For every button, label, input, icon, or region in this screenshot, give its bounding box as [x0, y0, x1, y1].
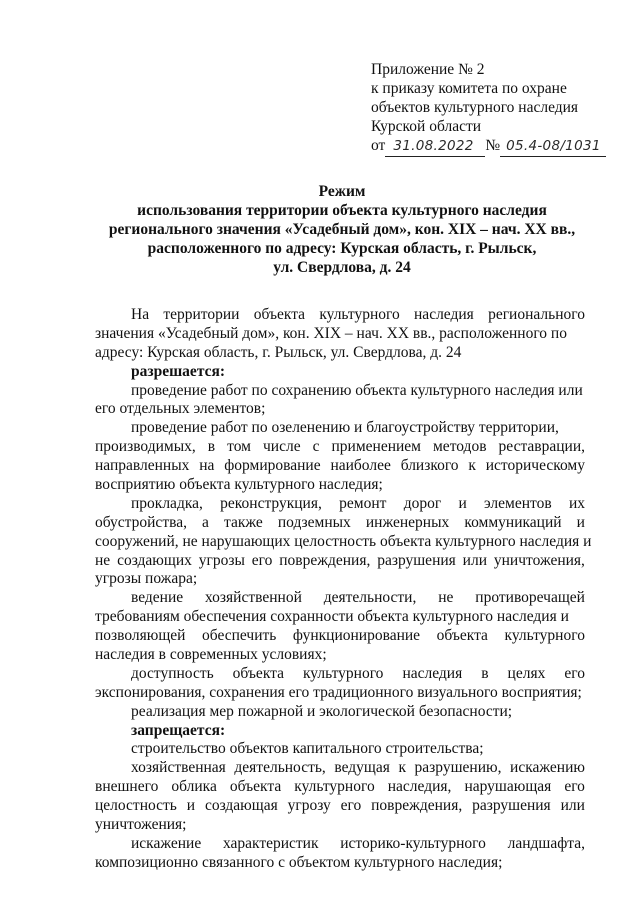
word: подземных [277, 513, 351, 531]
body-line: адресу: Курская область, г. Рыльск, ул. Свердлова, д. 24 [95, 343, 462, 361]
word: целях [507, 664, 546, 682]
body-line: его отдельных элементов; [95, 400, 266, 418]
word: угрозу [287, 797, 331, 815]
body-line [95, 589, 585, 608]
title-line-3: регионального значения «Усадебный дом», кон. XIX – нач. XX вв., [108, 221, 576, 238]
word: к [468, 457, 476, 475]
word: не [95, 551, 111, 569]
word: в [481, 664, 489, 682]
body-line [95, 778, 585, 797]
word: направленных [95, 457, 190, 475]
word: его [564, 664, 585, 682]
word: объекта [436, 627, 488, 645]
document-title [100, 182, 584, 277]
word: разрушению, [414, 759, 502, 777]
word: регионального [488, 306, 585, 323]
body-line: сооружений, не нарушающих целостность объекта культурного наследия и [95, 532, 592, 550]
annex-ot-label: от [371, 137, 386, 154]
title-line-2: использования территории объекта культурного наследия [137, 202, 547, 219]
word: хозяйственная [131, 759, 226, 777]
forbidden-heading: запрещается: [131, 721, 226, 739]
word: реконструкция, [220, 494, 322, 512]
word: его [251, 551, 273, 569]
body-line [95, 514, 585, 533]
body-line: значения «Усадебный дом», кон. XIX – нач. XX вв., расположенного по [95, 324, 567, 342]
word: историческому [485, 457, 585, 475]
annex-line-4: Курской области [371, 118, 482, 135]
word: реставрации, [498, 438, 585, 456]
word: доступность [131, 664, 214, 682]
word: создающая [204, 797, 278, 815]
body-line: проведение работ по сохранению объекта культурного наследия или [131, 381, 583, 399]
word: в [207, 438, 216, 456]
word: или [462, 551, 487, 569]
word: угрозы [198, 551, 245, 569]
title-line-5: ул. Свердлова, д. 24 [273, 259, 411, 276]
word: разрушения [472, 797, 551, 815]
word: с [312, 438, 320, 456]
word: ведущая [334, 759, 390, 777]
body-line: восприятию объекта культурного наследия; [95, 476, 383, 494]
body-line: реализация мер пожарной и экологической безопасности; [131, 702, 513, 720]
body-line: уничтожения; [95, 816, 187, 834]
body-line [95, 495, 585, 514]
word: культурного [294, 778, 375, 796]
annex-date: 31.08.2022 [393, 138, 474, 154]
word: их [568, 494, 585, 512]
annex-line-2: к приказу комитета по охране [371, 80, 567, 97]
word: или [560, 797, 585, 815]
word: прокладка, [131, 494, 203, 512]
body-line: экспонирования, сохранения его традиционного визуального восприятия; [95, 683, 582, 701]
word: к [398, 759, 406, 777]
word: не [438, 589, 454, 607]
body-line [95, 552, 585, 571]
annex-number-sign: № [485, 137, 501, 154]
body-line [95, 627, 585, 646]
word: территории [163, 306, 240, 323]
word: элементов [484, 494, 552, 512]
word: том [227, 438, 251, 456]
word: а [202, 513, 209, 531]
word: характеристик [222, 834, 319, 852]
word: его [340, 797, 362, 815]
word: искажению [510, 759, 585, 777]
word: искажение [131, 834, 202, 852]
word: применением [331, 438, 421, 456]
word: хозяйственной [205, 589, 302, 607]
body-line: наследия в современных условиях; [95, 646, 327, 664]
body-line [95, 759, 585, 778]
body-line: угрозы пожара; [95, 570, 198, 588]
word: ремонт [339, 494, 387, 512]
word: дорог [403, 494, 442, 512]
body-line [95, 797, 585, 816]
word: создающих [117, 551, 192, 569]
word: позволяющей [95, 627, 186, 645]
word: его [564, 778, 585, 796]
body-line [95, 665, 585, 684]
word: повреждения, [279, 551, 371, 569]
word: наследия [402, 664, 463, 682]
annex-number: 05.4-08/1031 [506, 138, 601, 154]
word: культурного [319, 306, 400, 323]
word: наиболее [330, 457, 391, 475]
word: наследия [414, 306, 474, 323]
word: близкого [400, 457, 459, 475]
word: обеспечить [202, 627, 277, 645]
word: повреждения, [371, 797, 463, 815]
word: и [458, 494, 467, 512]
body-line: композиционно связанного с объектом культурного наследия; [95, 853, 503, 871]
word: облика [171, 778, 217, 796]
word: также [224, 513, 263, 531]
word: функционирование [292, 627, 421, 645]
word: производимых, [95, 438, 196, 456]
allowed-heading: разрешается: [131, 362, 226, 380]
word: деятельность, [234, 759, 326, 777]
word: методов [433, 438, 487, 456]
word: уничтожения, [493, 551, 585, 569]
title-line-1: Режим [318, 183, 366, 200]
body-line [95, 457, 585, 476]
word: и [186, 797, 196, 815]
word: нарушающая [464, 778, 552, 796]
word: внешнего [95, 778, 159, 796]
word: числе [262, 438, 301, 456]
body-line [95, 835, 585, 854]
body-line: требованиям обеспечения сохранности объекта культурного наследия и [95, 608, 569, 626]
annex-line-1: Приложение № 2 [371, 61, 485, 78]
document-body [95, 306, 592, 873]
word: объекта [232, 664, 284, 682]
word: историко-культурного [340, 834, 486, 852]
word: На [131, 306, 150, 323]
word: объекта [253, 306, 306, 323]
body-line: строительство объектов капитального строительства; [131, 740, 484, 758]
body-line: проведение работ по озеленению и благоустройству территории, [131, 419, 559, 437]
word: деятельности, [323, 589, 417, 607]
annex-date-number-line [371, 136, 633, 157]
body-line [95, 306, 585, 325]
word: инженерных [365, 513, 450, 531]
title-line-4: расположенного по адресу: Курская область, г. Рыльск, [147, 240, 537, 257]
word: коммуникаций [464, 513, 562, 531]
word: обустройства, [95, 513, 187, 531]
word: наследия, [387, 778, 452, 796]
body-line [95, 438, 585, 457]
word: объекта [229, 778, 282, 796]
word: культурного [504, 627, 585, 645]
word: и [576, 513, 585, 531]
word: целостность [95, 797, 177, 815]
word: формирование [224, 457, 321, 475]
annex-line-3: объектов культурного наследия [371, 99, 579, 116]
word: разрушения [377, 551, 456, 569]
word: культурного [303, 664, 384, 682]
word: ландшафта, [507, 834, 585, 852]
word: на [199, 457, 215, 475]
word: ведение [131, 589, 184, 607]
annex-block [371, 60, 633, 157]
word: противоречащей [475, 589, 585, 607]
